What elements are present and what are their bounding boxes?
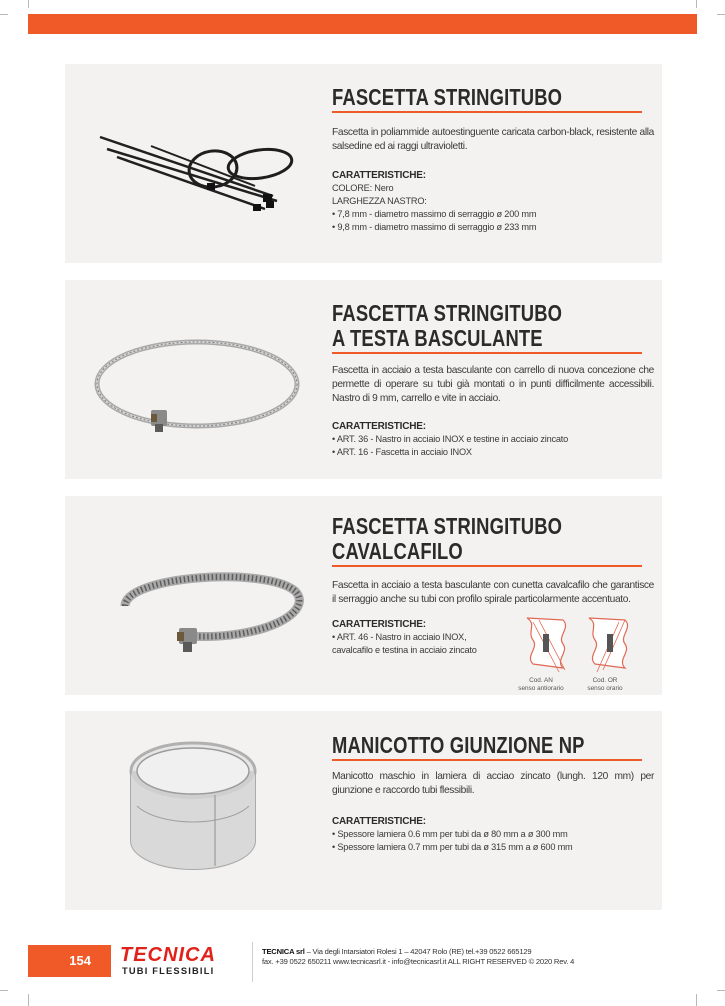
crop-mark bbox=[0, 990, 8, 991]
section-title: CAVALCAFILO bbox=[332, 538, 463, 564]
section-title: FASCETTA STRINGITUBO bbox=[332, 300, 563, 326]
section-description: Fascetta in acciaio a testa basculante con cunetta cavalcafilo che garantisce il serraggio anche su tubi con profilo spirale particolarmente accentuato. bbox=[332, 580, 654, 605]
feature-item: LARGHEZZA NASTRO: bbox=[332, 196, 427, 206]
features-title: CARATTERISTICHE: bbox=[332, 170, 426, 181]
page-number: 154 bbox=[28, 945, 111, 977]
features-title: CARATTERISTICHE: bbox=[332, 421, 426, 432]
section-description: Fascetta in acciaio a testa basculante con carrello di nuova concezione che permette di operare su tubi già montati o in punti difficilmente accessibili. Nastro di 9 mm, carrello e vite in acciaio. bbox=[332, 365, 654, 404]
sleeve-joint-photo bbox=[65, 711, 320, 910]
crop-mark bbox=[28, 0, 29, 8]
product-section-tilting-clamp bbox=[65, 280, 662, 479]
top-accent-bar bbox=[28, 14, 697, 34]
crop-mark bbox=[28, 994, 29, 1006]
company-name: TECNICA srl bbox=[262, 947, 305, 956]
feature-item: • Spessore lamiera 0.6 mm per tubi da ø 80 mm a ø 300 mm bbox=[332, 829, 568, 839]
title-underline bbox=[332, 565, 642, 567]
section-title: FASCETTA STRINGITUBO bbox=[332, 84, 563, 110]
features-title: CARATTERISTICHE: bbox=[332, 619, 426, 630]
footer-divider bbox=[252, 942, 253, 982]
section-description: Manicotto maschio in lamiera di acciao zincato (lungh. 120 mm) per giunzione e raccordo tubi flessibili. bbox=[332, 771, 654, 796]
thread-direction-diagram bbox=[519, 614, 647, 676]
section-description: Fascetta in poliammide autoestinguente caricata carbon-black, resistente alla salsedine ed ai raggi ultravioletti. bbox=[332, 127, 654, 152]
feature-item: • Spessore lamiera 0.7 mm per tubi da ø 315 mm a ø 600 mm bbox=[332, 842, 573, 852]
section-title: MANICOTTO GIUNZIONE NP bbox=[332, 732, 585, 758]
features-title: CARATTERISTICHE: bbox=[332, 816, 426, 827]
product-section-sleeve-joint bbox=[65, 711, 662, 910]
title-underline bbox=[332, 111, 642, 113]
product-section-wire-clamp bbox=[65, 496, 662, 695]
logo-wordmark: TECNICA bbox=[120, 944, 216, 966]
feature-item: • 9,8 mm - diametro massimo di serraggio ø 233 mm bbox=[332, 222, 537, 232]
feature-item: COLORE: Nero bbox=[332, 183, 394, 193]
feature-item: cavalcafilo e testina in acciaio zincato bbox=[332, 645, 477, 655]
company-contact: fax. +39 0522 650211 www.tecnicasrl.it - info@tecnicasrl.it ALL RIGHT RESERVED © 2020 Rev. 4 bbox=[262, 956, 575, 966]
tilting-clamp-photo bbox=[65, 280, 320, 479]
title-underline bbox=[332, 759, 642, 761]
product-section-cable-tie bbox=[65, 64, 662, 263]
feature-item: • ART. 46 - Nastro in acciaio INOX, bbox=[332, 632, 467, 642]
company-info bbox=[262, 947, 574, 966]
logo-tagline: TUBI FLESSIBILI bbox=[122, 966, 215, 976]
diagram-caption-or: Cod. OR senso orario bbox=[587, 677, 623, 692]
diagram-caption-an: Cod. AN senso antiorario bbox=[518, 677, 564, 692]
section-title: FASCETTA STRINGITUBO bbox=[332, 513, 563, 539]
title-underline bbox=[332, 352, 642, 354]
cable-tie-photo bbox=[65, 64, 320, 263]
crop-mark bbox=[717, 14, 725, 15]
feature-item: • ART. 16 - Fascetta in acciaio INOX bbox=[332, 447, 472, 457]
tecnica-logo bbox=[120, 945, 228, 981]
feature-item: • 7,8 mm - diametro massimo di serraggio ø 200 mm bbox=[332, 209, 537, 219]
crop-mark bbox=[0, 14, 8, 15]
crop-mark bbox=[696, 0, 697, 8]
wire-clamp-photo bbox=[65, 496, 320, 695]
company-address: – Via degli Intarsiatori Rolesi 1 – 42047 Rolo (RE) tel.+39 0522 665129 bbox=[304, 947, 532, 956]
section-title: A TESTA BASCULANTE bbox=[332, 325, 543, 351]
crop-mark bbox=[696, 994, 697, 1006]
crop-mark bbox=[717, 990, 725, 991]
feature-item: • ART. 36 - Nastro in acciaio INOX e testine in acciaio zincato bbox=[332, 434, 569, 444]
